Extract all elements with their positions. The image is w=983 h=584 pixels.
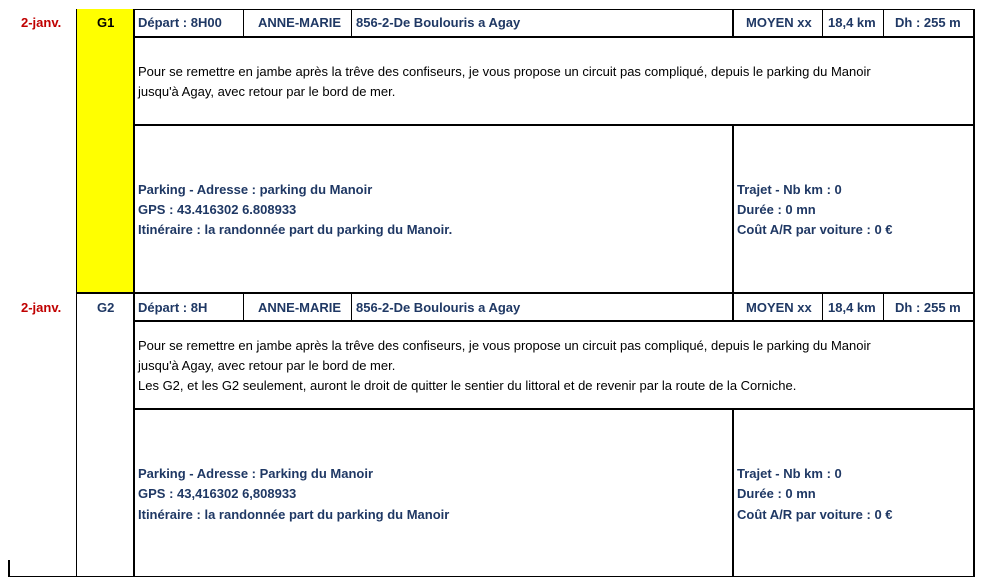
rule [883,293,884,321]
route-name: 856-2-De Boulouris a Agay [356,300,521,315]
rule [133,9,135,577]
itinerary: Itinéraire : la randonnée part du parking du Manoir [138,507,450,522]
entry-date: 2-janv. [21,300,62,315]
elevation-gain: Dh : 255 m [895,15,961,30]
parking-address: Parking - Adresse : parking du Manoir [138,182,373,197]
trip-distance: Trajet - Nb km : 0 [737,182,842,197]
guide-name: ANNE-MARIE [258,15,342,30]
group-label: G1 [97,15,115,30]
rule [133,36,974,38]
entry-date: 2-janv. [21,15,62,30]
rule [732,9,734,37]
gps-coordinates: GPS : 43,416302 6,808933 [138,486,297,501]
description-line: jusqu'à Agay, avec retour par le bord de mer. [138,84,396,99]
rule [8,560,10,577]
rule [732,409,734,577]
itinerary: Itinéraire : la randonnée part du parking du Manoir. [138,222,453,237]
guide-name: ANNE-MARIE [258,300,342,315]
trip-duration: Durée : 0 mn [737,202,816,217]
description-line: Les G2, et les G2 seulement, auront le droit de quitter le sentier du littoral et de revenir par la route de la Corniche. [138,378,797,393]
elevation-gain: Dh : 255 m [895,300,961,315]
trip-cost: Coût A/R par voiture : 0 € [737,507,893,522]
rule [133,408,974,410]
group-highlight [77,9,133,293]
rule [133,320,974,322]
rule [8,576,974,577]
rule [883,9,884,37]
distance: 18,4 km [828,300,876,315]
parking-address: Parking - Adresse : Parking du Manoir [138,466,374,481]
hike-description [138,336,970,396]
trip-cost: Coût A/R par voiture : 0 € [737,222,893,237]
rule [822,293,823,321]
rule [133,9,974,10]
rule [351,9,352,37]
rule [77,292,974,294]
departure-time: Départ : 8H [138,300,208,315]
difficulty-level: MOYEN xx [746,15,812,30]
rule [76,9,77,577]
rule [243,293,244,321]
difficulty-level: MOYEN xx [746,300,812,315]
rule [133,124,974,126]
description-line: jusqu'à Agay, avec retour par le bord de mer. [138,358,396,373]
gps-coordinates: GPS : 43.416302 6.808933 [138,202,297,217]
description-line: Pour se remettre en jambe après la trêve des confiseurs, je vous propose un circuit pas compliqué, depuis le parking du Manoir [138,64,871,79]
departure-time: Départ : 8H00 [138,15,222,30]
rule [822,9,823,37]
trip-duration: Durée : 0 mn [737,486,816,501]
trip-distance: Trajet - Nb km : 0 [737,466,842,481]
route-name: 856-2-De Boulouris a Agay [356,15,521,30]
rule [351,293,352,321]
rule [732,293,734,321]
group-label: G2 [97,300,115,315]
distance: 18,4 km [828,15,876,30]
description-line: Pour se remettre en jambe après la trêve des confiseurs, je vous propose un circuit pas compliqué, depuis le parking du Manoir [138,338,871,353]
rule [732,125,734,293]
rule [243,9,244,37]
hike-description [138,62,970,102]
rule [973,9,975,577]
